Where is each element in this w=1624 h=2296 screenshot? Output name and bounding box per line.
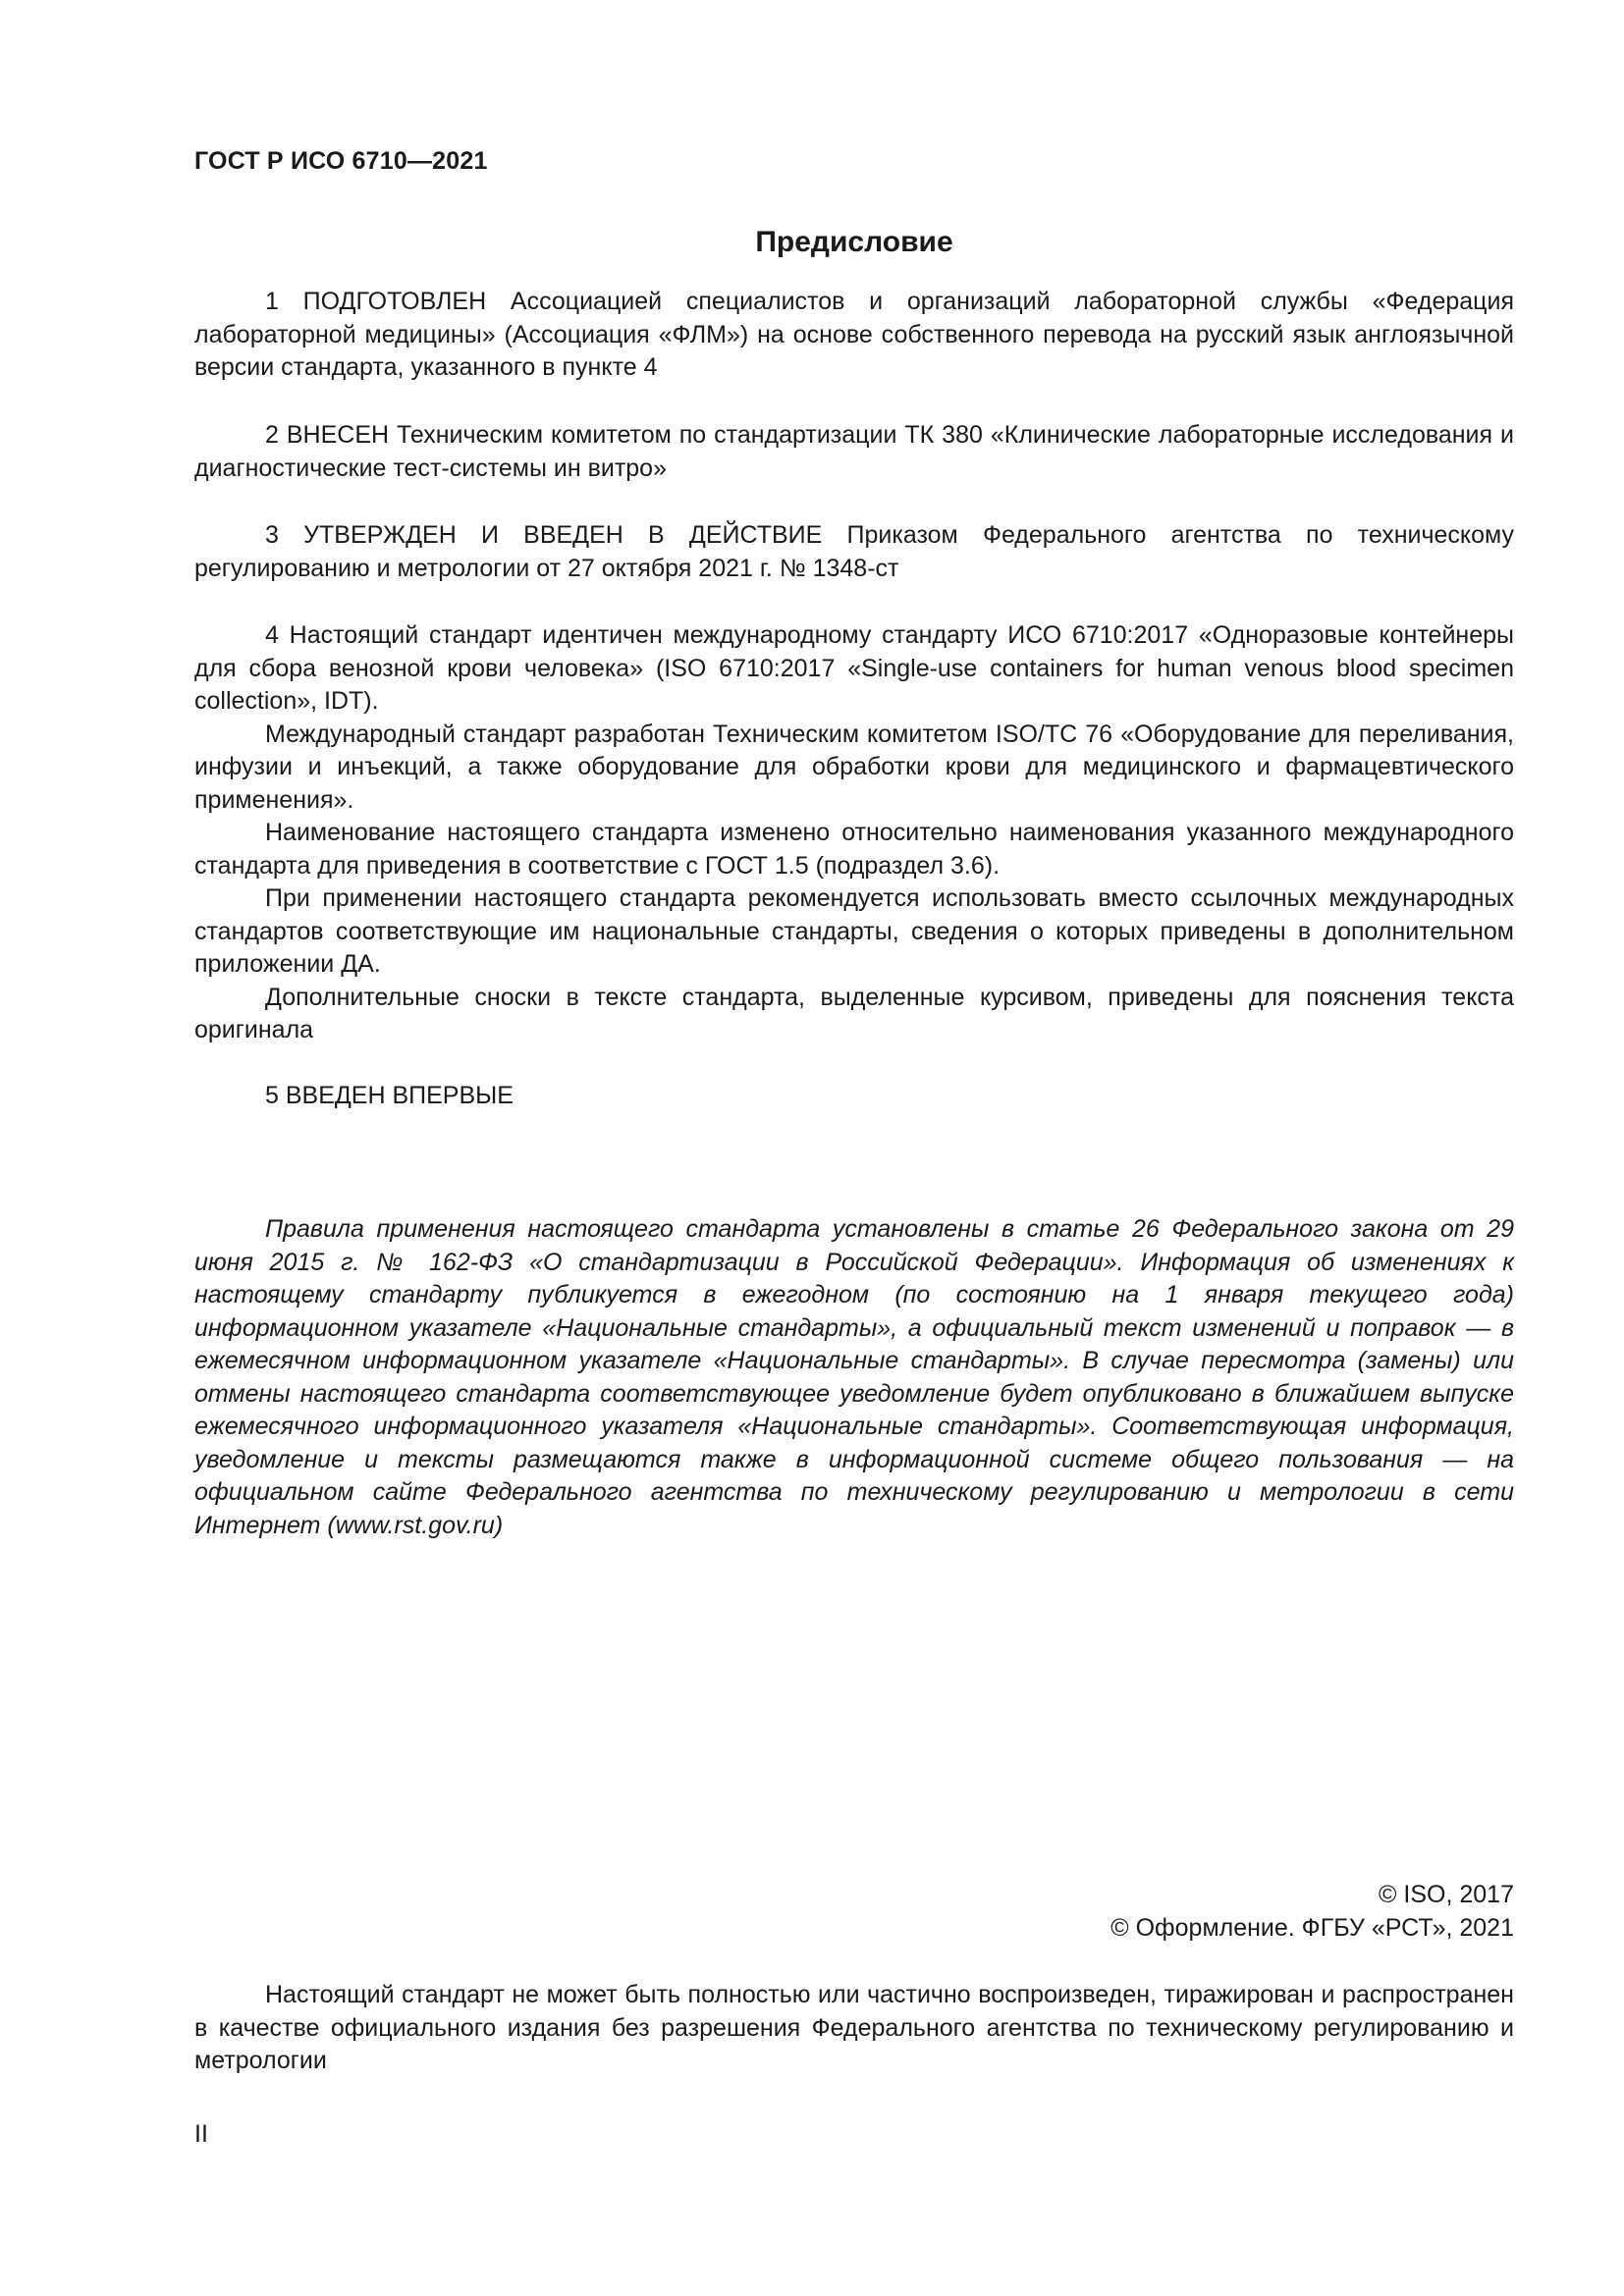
- item-4-text-b: Международный стандарт разработан Техническим комитетом ISO/TC 76 «Оборудование для переливания, инфузии и инъекций, а также оборудование для обработки крови для медицинского и фармацевтического применения».: [194, 720, 1514, 814]
- item-2: [194, 419, 1514, 485]
- item-5: [194, 1080, 1514, 1113]
- application-rules-text: Правила применения настоящего стандарта установлены в статье 26 Федерального закона от 29 июня 2015 г. № 162-ФЗ «О стандартизации в Российской Федерации». Информация об изменениях к настоящему стандарту публикуется в ежегодном (по состоянию на 1 января текущего года) информационном указателе «Национальные стандарты», а официальный текст изменений и поправок — в ежемесячном информационном указателе «Национальные стандарты». В случае пересмотра (замены) или отмены настоящего стандарта соответствующее уведомление будет опубликовано в ближайшем выпуске ежемесячного информационного указателя «Национальные стандарты». Соответствующая информация, уведомление и тексты размещаются также в информационной системе общего пользования — на официальном сайте Федерального агентства по техническому регулированию и метрологии в сети Интернет (www.rst.gov.ru): [194, 1215, 1514, 1539]
- copyright-iso: © ISO, 2017: [1379, 1881, 1514, 1908]
- item-2-text: 2 ВНЕСЕН Техническим комитетом по стандартизации ТК 380 «Клинические лабораторные исследования и диагностические тест-системы ин витро»: [194, 421, 1514, 482]
- item-4: [194, 619, 1514, 1047]
- copyright-rst: © Оформление. ФГБУ «РСТ», 2021: [1110, 1913, 1514, 1942]
- item-5-text: 5 ВВЕДЕН ВПЕРВЫЕ: [265, 1082, 514, 1109]
- application-rules: [194, 1213, 1514, 1542]
- item-1: [194, 286, 1514, 385]
- item-4-text-d: При применении настоящего стандарта рекомендуется использовать вместо ссылочных международных стандартов соответствующие им национальные стандарты, сведения о которых приведены в дополнительном приложении ДА.: [194, 884, 1514, 978]
- page-title: Предисловие: [755, 226, 953, 258]
- copyright-block: [194, 1879, 1514, 1945]
- document-code-header: ГОСТ Р ИСО 6710—2021: [194, 147, 488, 175]
- item-4-text-a: 4 Настоящий стандарт идентичен международному стандарту ИСО 6710:2017 «Одноразовые контейнеры для сбора венозной крови человека» (ISO 6710:2017 «Single-use containers for human venous blood specimen collection», IDT).: [194, 621, 1514, 715]
- item-3: [194, 519, 1514, 585]
- page-number: II: [194, 2120, 208, 2148]
- item-1-text: 1 ПОДГОТОВЛЕН Ассоциацией специалистов и организаций лабораторной службы «Федерация лабораторной медицины» (Ассоциация «ФЛМ») на основе собственного перевода на русский язык англоязычной версии стандарта, указанного в пункте 4: [194, 288, 1514, 381]
- reproduction-notice: [194, 1979, 1514, 2078]
- item-4-text-e: Дополнительные сноски в тексте стандарта, выделенные курсивом, приведены для пояснения текста оригинала: [194, 983, 1514, 1043]
- reproduction-notice-text: Настоящий стандарт не может быть полностью или частично воспроизведен, тиражирован и распространен в качестве официального издания без разрешения Федерального агентства по техническому регулированию и метрологии: [194, 1981, 1514, 2074]
- item-3-text: 3 УТВЕРЖДЕН И ВВЕДЕН В ДЕЙСТВИЕ Приказом Федерального агентства по техническому регулированию и метрологии от 27 октября 2021 г. № 1348-ст: [194, 521, 1514, 582]
- item-4-text-c: Наименование настоящего стандарта изменено относительно наименования указанного международного стандарта для приведения в соответствие с ГОСТ 1.5 (подраздел 3.6).: [194, 819, 1514, 880]
